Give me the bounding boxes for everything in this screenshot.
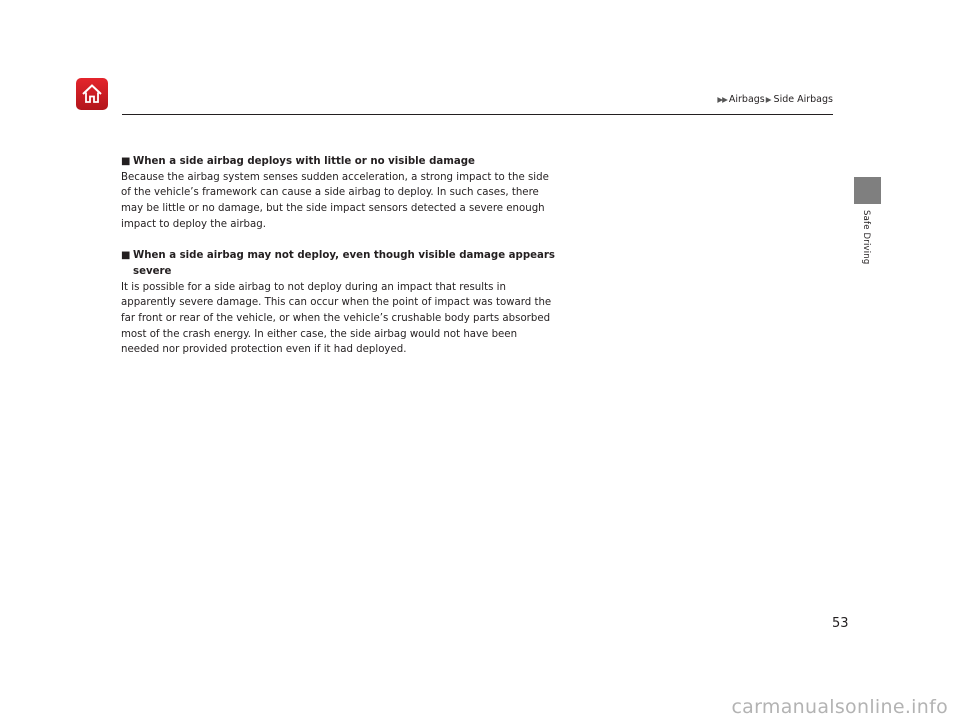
breadcrumb-item-side-airbags[interactable]: Side Airbags	[773, 94, 833, 105]
section-body: It is possible for a side airbag to not deploy during an impact that results in apparently severe damage. This can occur when the point of impact was toward the far front or rear of the vehicle, or when the vehicle’s crushable body parts absorbed most of the crash energy. In either case, the side airbag would not have been needed nor provided protection even if it had deployed.	[121, 281, 552, 356]
section-heading	[121, 154, 561, 170]
watermark: carmanualsonline.info	[731, 696, 948, 718]
breadcrumb-item-airbags[interactable]: Airbags	[728, 94, 765, 105]
section-heading-text: When a side airbag may not deploy, even though visible damage appears severe	[133, 250, 555, 277]
section-heading-text: When a side airbag deploys with little or no visible damage	[133, 156, 475, 167]
page-number: 53	[832, 616, 849, 631]
breadcrumb-arrow-icon: ▶▶	[717, 95, 727, 104]
section-tab[interactable]	[854, 177, 881, 204]
home-icon	[80, 82, 104, 106]
main-content	[121, 154, 561, 358]
section-body: Because the airbag system senses sudden acceleration, a strong impact to the side of the vehicle’s framework can cause a side airbag to deploy. In such cases, there may be little or no damage, but the side impact sensors detected a severe enough impact to deploy the airbag.	[121, 171, 549, 230]
header-divider	[122, 114, 833, 115]
square-bullet-icon: ■	[121, 250, 131, 262]
home-button[interactable]	[76, 78, 108, 110]
section-heading	[121, 248, 561, 279]
breadcrumb-arrow-icon: ▶	[765, 95, 772, 104]
breadcrumb	[717, 94, 833, 106]
section-tab-label: Safe Driving	[861, 210, 871, 265]
square-bullet-icon: ■	[121, 156, 131, 167]
